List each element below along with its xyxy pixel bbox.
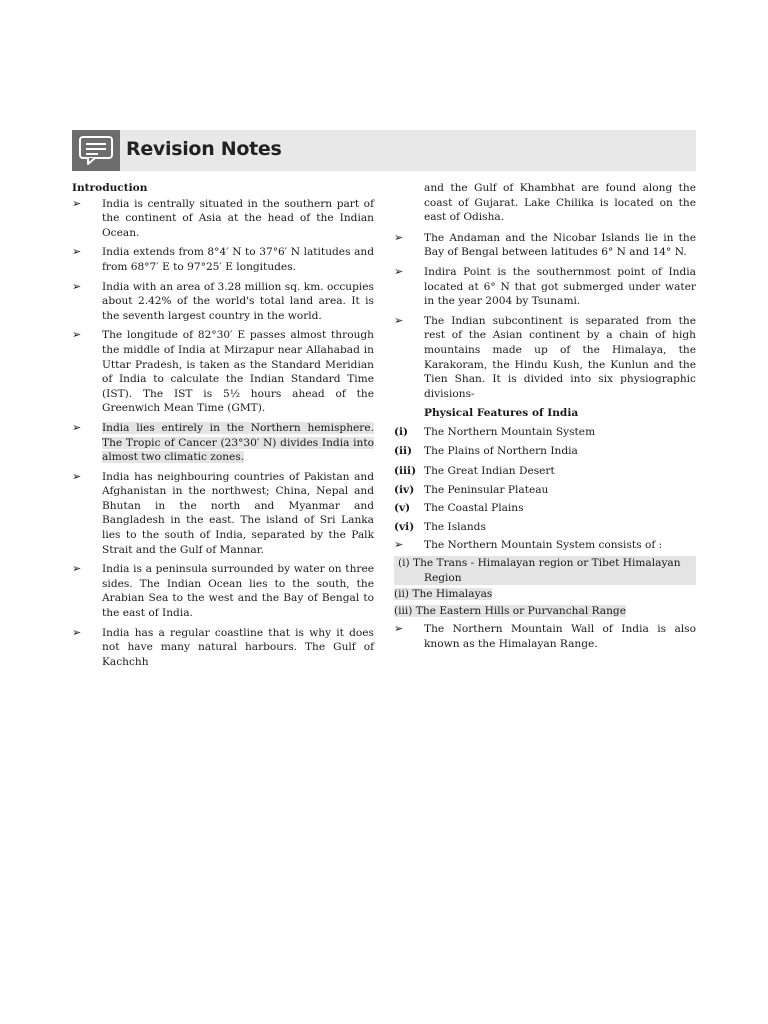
arrow-bullet-icon: ➢ (72, 469, 82, 483)
left-column (72, 181, 374, 674)
continued-paragraph: and the Gulf of Khambhat are found along the coast of Gujarat. Lake Chilika is located on the east of Odisha. (424, 182, 696, 224)
arrow-bullet-icon: ➢ (394, 313, 404, 327)
sub-item-trans-himalayan: (i) The Trans - Himalayan region or Tibet Himalayan Region (394, 556, 696, 585)
division-item: (v) The Coastal Plains (394, 502, 524, 515)
list-item: ➢ India with an area of 3.28 million sq. km. occupies about 2.42% of the world's total land area. It is the seventh largest country in the world. (72, 279, 374, 322)
list-item: ➢ India is a peninsula surrounded by water on three sides. The Indian Ocean lies to the south, the Arabian Sea to the west and the Bay of Bengal to the east of India. (72, 562, 374, 620)
physical-features-heading: Physical Features of India (424, 407, 579, 420)
list-item: ➢ Indira Point is the southernmost point of India located at 6° N that got submerged under water in the year 2004 by Tsunami. (394, 264, 696, 308)
list-item: ➢ The Indian subcontinent is separated from the rest of the Asian continent by a chain of high mountains made up of the Himalaya, the Karakoram, the Hindu Kush, the Kunlun and the Tien Shan. It is divided into six physiographic divisions- (394, 313, 696, 400)
division-item: (iii) The Great Indian Desert (394, 465, 555, 478)
banner-title: Revision Notes (126, 138, 282, 160)
arrow-bullet-icon: ➢ (72, 196, 82, 210)
arrow-bullet-icon: ➢ (394, 230, 404, 244)
list-item: ➢ The Andaman and the Nicobar Islands lie in the Bay of Bengal between latitudes 6° N and 14° N. (394, 230, 696, 259)
section-heading-introduction: Introduction (72, 182, 148, 194)
sub-item-eastern-hills: (iii) The Eastern Hills or Purvanchal Range (394, 604, 626, 617)
arrow-bullet-icon: ➢ (72, 420, 82, 434)
division-item: (iv) The Peninsular Plateau (394, 483, 549, 496)
speech-bubble-icon (72, 130, 120, 171)
arrow-bullet-icon: ➢ (72, 562, 82, 576)
list-item: ➢ The Northern Mountain System consists of : (394, 538, 663, 552)
list-item-highlighted: ➢ India lies entirely in the Northern hemisphere. The Tropic of Cancer (23°30′ N) divides India into almost two climatic zones. (72, 420, 374, 464)
arrow-bullet-icon: ➢ (394, 538, 404, 552)
list-item: ➢ India is centrally situated in the southern part of the continent of Asia at the head of the Indian Ocean. (72, 196, 374, 239)
arrow-bullet-icon: ➢ (72, 328, 82, 342)
list-item: ➢ India extends from 8°4′ N to 37°6′ N latitudes and from 68°7′ E to 97°25′ E longitudes. (72, 245, 374, 273)
list-item: ➢ The longitude of 82°30′ E passes almost through the middle of India at Mirzapur near Allahabad in Uttar Pradesh, is taken as the Standard Meridian of India to calculate the Indian Standard Time (IST). The IST is 5½ hours ahead of the Greenwich Mean Time (GMT). (72, 328, 374, 415)
division-item: (i) The Northern Mountain System (394, 425, 596, 438)
division-item: (ii) The Plains of Northern India (394, 444, 578, 457)
list-item: ➢ India has a regular coastline that is why it does not have many natural harbours. The Gulf of Kachchh (72, 625, 374, 668)
division-item: (vi) The Islands (394, 520, 486, 533)
sub-item-himalayas: (ii) The Himalayas (394, 588, 493, 601)
right-column (394, 181, 696, 657)
revision-notes-banner (72, 130, 696, 171)
list-item: ➢ India has neighbouring countries of Pakistan and Afghanistan in the northwest; China, Nepal and Bhutan in the north and Myanmar and Bangladesh in the east. The island of Sri Lanka lies to the south of India, separated by the Palk Strait and the Gulf of Mannar. (72, 469, 374, 556)
arrow-bullet-icon: ➢ (72, 279, 82, 293)
arrow-bullet-icon: ➢ (394, 622, 404, 636)
list-item: ➢ The Northern Mountain Wall of India is also known as the Himalayan Range. (394, 622, 696, 651)
arrow-bullet-icon: ➢ (72, 625, 82, 639)
arrow-bullet-icon: ➢ (72, 245, 82, 259)
arrow-bullet-icon: ➢ (394, 264, 404, 278)
